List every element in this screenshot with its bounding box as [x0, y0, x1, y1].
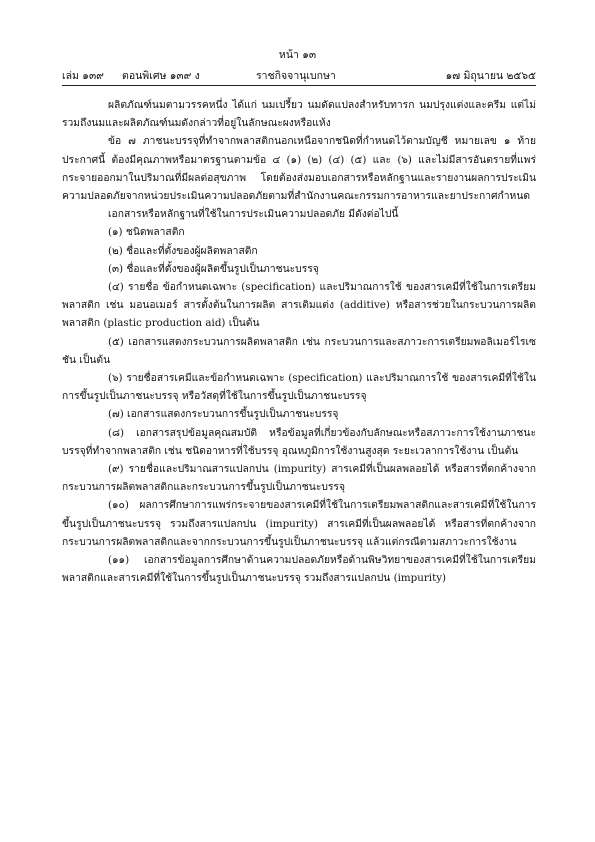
list-item: (๑๐) ผลการศึกษาการแพร่กระจายของสารเคมีที่ใช้ในการเตรียมพลาสติกและสารเคมีที่ใช้ในการขึ้นรูปเป็นภาชนะบรรจุ รวมถึงสารแปลกปน (impurity) สารเคมีที่เป็นผลพลอยได้ หรือสารที่ตกค้างจากกระบวนการผลิตพลาสติกและจากกระบวนการขึ้นรูปเป็นภาชนะบรรจุ แล้วแต่กรณีตามสภาวะการใช้งาน — [62, 499, 536, 548]
documents-intro: เอกสารหรือหลักฐานที่ใช้ในการประเมินความปลอดภัย มีดังต่อไปนี้ — [108, 208, 399, 221]
gazette-name: ราชกิจจานุเบกษา — [256, 70, 336, 82]
list-item: (๔) รายชื่อ ข้อกำหนดเฉพาะ (specification) และปริมาณการใช้ ของสารเคมีที่ใช้ในการเตรียมพลาสติก เช่น มอนอเมอร์ สารตั้งต้นในการผลิต สารเติมแต่ง (additive) หรือสารช่วยในกระบวนการผลิตพลาสติก (plastic production aid) เป็นต้น — [62, 281, 536, 330]
header-rule — [62, 85, 536, 86]
list-item: (๕) เอกสารแสดงกระบวนการผลิตพลาสติก เช่น กระบวนการและสภาวะการเตรียมพอลิเมอร์ไรเซชัน เป็นต้น — [62, 335, 536, 366]
clause-7: ข้อ ๗ ภาชนะบรรจุที่ทำจากพลาสติกนอกเหนือจากชนิดที่กำหนดไว้ตามบัญชี หมายเลข ๑ ท้ายประกาศนี้ ต้องมีคุณภาพหรือมาตรฐานตามข้อ ๔ (๑) (๒) (๔) (๕) และ (๖) และไม่มีสารอันตรายที่แพร่กระจายออกมาในปริมาณที่มีผลต่อสุขภาพ โดยต้องส่งมอบเอกสารหรือหลักฐานและรายงานผลการประเมินความปลอดภัยจากหน่วยประเมินความปลอดภัยตามที่สำนักงานคณะกรรมการอาหารและยาประกาศกำหนด — [62, 135, 536, 203]
list-item: (๓) ชื่อและที่ตั้งของผู้ผลิตขึ้นรูปเป็นภาชนะบรรจุ — [108, 262, 319, 275]
list-item: (๑๑) เอกสารข้อมูลการศึกษาด้านความปลอดภัยหรือด้านพิษวิทยาของสารเคมีที่ใช้ในการเตรียมพลาสติกและสารเคมีที่ใช้ในการขึ้นรูปเป็นภาชนะบรรจุ รวมถึงสารแปลกปน (impurity) — [62, 554, 536, 585]
list-item: (๗) เอกสารแสดงกระบวนการขึ้นรูปเป็นภาชนะบรรจุ — [108, 408, 339, 421]
gazette-header — [62, 67, 536, 83]
list-item: (๑) ชนิดพลาสติก — [108, 226, 185, 239]
list-item: (๘) เอกสารสรุปข้อมูลคุณสมบัติ หรือข้อมูลที่เกี่ยวข้องกับลักษณะหรือสภาวะการใช้งานภาชนะบรรจุที่ทำจากพลาสติก เช่น ชนิดอาหารที่ใช้บรรจุ อุณหภูมิการใช้งานสูงสุด ระยะเวลาการใช้งาน เป็นต้น — [62, 426, 536, 457]
document-body — [62, 96, 536, 587]
issue-number: ตอนพิเศษ ๑๓๙ ง — [122, 70, 200, 82]
volume-number: เล่ม ๑๓๙ — [62, 70, 104, 82]
page-number: หน้า ๑๓ — [278, 49, 317, 61]
list-item: (๖) รายชื่อสารเคมีและข้อกำหนดเฉพาะ (specification) และปริมาณการใช้ ของสารเคมีที่ใช้ในการขึ้นรูปเป็นภาชนะบรรจุ หรือวัสดุที่ใช้ในการขึ้นรูปเป็นภาชนะบรรจุ — [62, 372, 536, 403]
publication-date: ๑๗ มิถุนายน ๒๕๖๕ — [445, 70, 536, 82]
list-item: (๒) ชื่อและที่ตั้งของผู้ผลิตพลาสติก — [108, 244, 258, 257]
list-item: (๙) รายชื่อและปริมาณสารแปลกปน (impurity) สารเคมีที่เป็นผลพลอยได้ หรือสารที่ตกค้างจากกระบวนการผลิตพลาสติกและกระบวนการขึ้นรูปเป็นภาชนะบรรจุ — [62, 463, 536, 494]
paragraph-intro: ผลิตภัณฑ์นมตามวรรคหนึ่ง ได้แก่ นมเปรี้ยว นมดัดแปลงสำหรับทารก นมปรุงแต่งและครีม แต่ไม่รวมถึงนมและผลิตภัณฑ์นมดังกล่าวที่อยู่ในลักษณะผงหรือแห้ง — [62, 99, 536, 130]
